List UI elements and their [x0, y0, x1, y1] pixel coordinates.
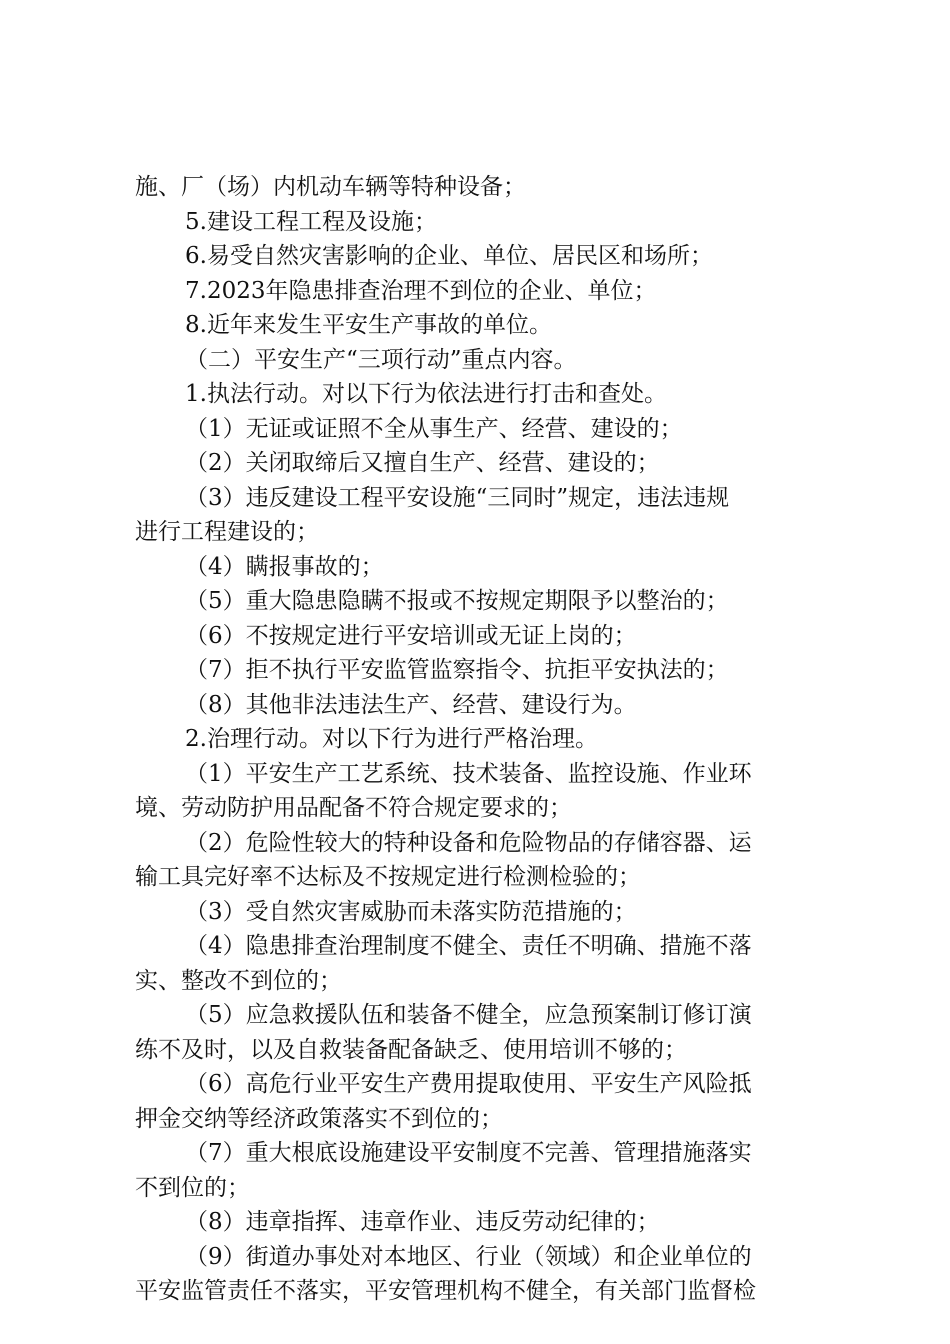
- text-line: 2.治理行动。对以下行为进行严格治理。: [185, 726, 598, 752]
- text-line: （9）街道办事处对本地区、行业（领域）和企业单位的: [185, 1243, 752, 1270]
- text-line: 练不及时，以及自救装备配备缺乏、使用培训不够的；: [135, 1036, 687, 1063]
- text-line: （5）应急救援队伍和装备不健全，应急预案制订修订演: [185, 1002, 752, 1028]
- text-line: 押金交纳等经济政策落实不到位的；: [135, 1105, 503, 1132]
- text-line: 实、整改不到位的；: [135, 967, 342, 994]
- text-line: （4）隐患排查治理制度不健全、责任不明确、措施不落: [185, 933, 752, 959]
- text-line: 平安监管责任不落实，平安管理机构不健全，有关部门监督检: [135, 1278, 756, 1304]
- text-line: 7.2023年隐患排查治理不到位的企业、单位；: [185, 277, 657, 304]
- text-line: 进行工程建设的；: [135, 519, 319, 545]
- text-line: 输工具完好率不达标及不按规定进行检测检验的；: [135, 864, 641, 890]
- text-line: （8）其他非法违法生产、经营、建设行为。: [185, 691, 637, 718]
- text-line: （5）重大隐患隐瞒不报或不按规定期限予以整治的；: [185, 588, 729, 614]
- text-line: 施、厂（场）内机动车辆等特种设备；: [135, 174, 526, 200]
- text-line: （6）高危行业平安生产费用提取使用、平安生产风险抵: [185, 1071, 752, 1097]
- text-line: （8）违章指挥、违章作业、违反劳动纪律的；: [185, 1209, 660, 1235]
- text-line: 1.执法行动。对以下行为依法进行打击和查处。: [185, 381, 667, 407]
- text-line: 不到位的；: [135, 1174, 250, 1201]
- document-body: [135, 170, 817, 1309]
- text-line: 6.易受自然灾害影响的企业、单位、居民区和场所；: [185, 243, 713, 269]
- text-line: （2）危险性较大的特种设备和危险物品的存储容器、运: [185, 829, 752, 856]
- text-line: （7）拒不执行平安监管监察指令、抗拒平安执法的；: [185, 657, 729, 683]
- text-line: （1）平安生产工艺系统、技术装备、监控设施、作业环: [185, 760, 752, 787]
- text-line: （1）无证或证照不全从事生产、经营、建设的；: [185, 415, 683, 442]
- text-line: （4）瞒报事故的；: [185, 553, 384, 580]
- text-line: 8.近年来发生平安生产事故的单位。: [185, 312, 552, 338]
- text-line: （2）关闭取缔后又擅自生产、经营、建设的；: [185, 450, 660, 476]
- text-line: （7）重大根底设施建设平安制度不完善、管理措施落实: [185, 1140, 752, 1166]
- text-line: 境、劳动防护用品配备不符合规定要求的；: [135, 795, 572, 821]
- text-line: （3）违反建设工程平安设施“三同时”规定，违法违规: [185, 484, 730, 511]
- text-line: （6）不按规定进行平安培训或无证上岗的；: [185, 622, 637, 649]
- text-line: （3）受自然灾害威胁而未落实防范措施的；: [185, 898, 637, 925]
- section-heading: （二）平安生产“三项行动”重点内容。: [185, 346, 577, 373]
- text-line: 5.建设工程工程及设施；: [185, 208, 437, 235]
